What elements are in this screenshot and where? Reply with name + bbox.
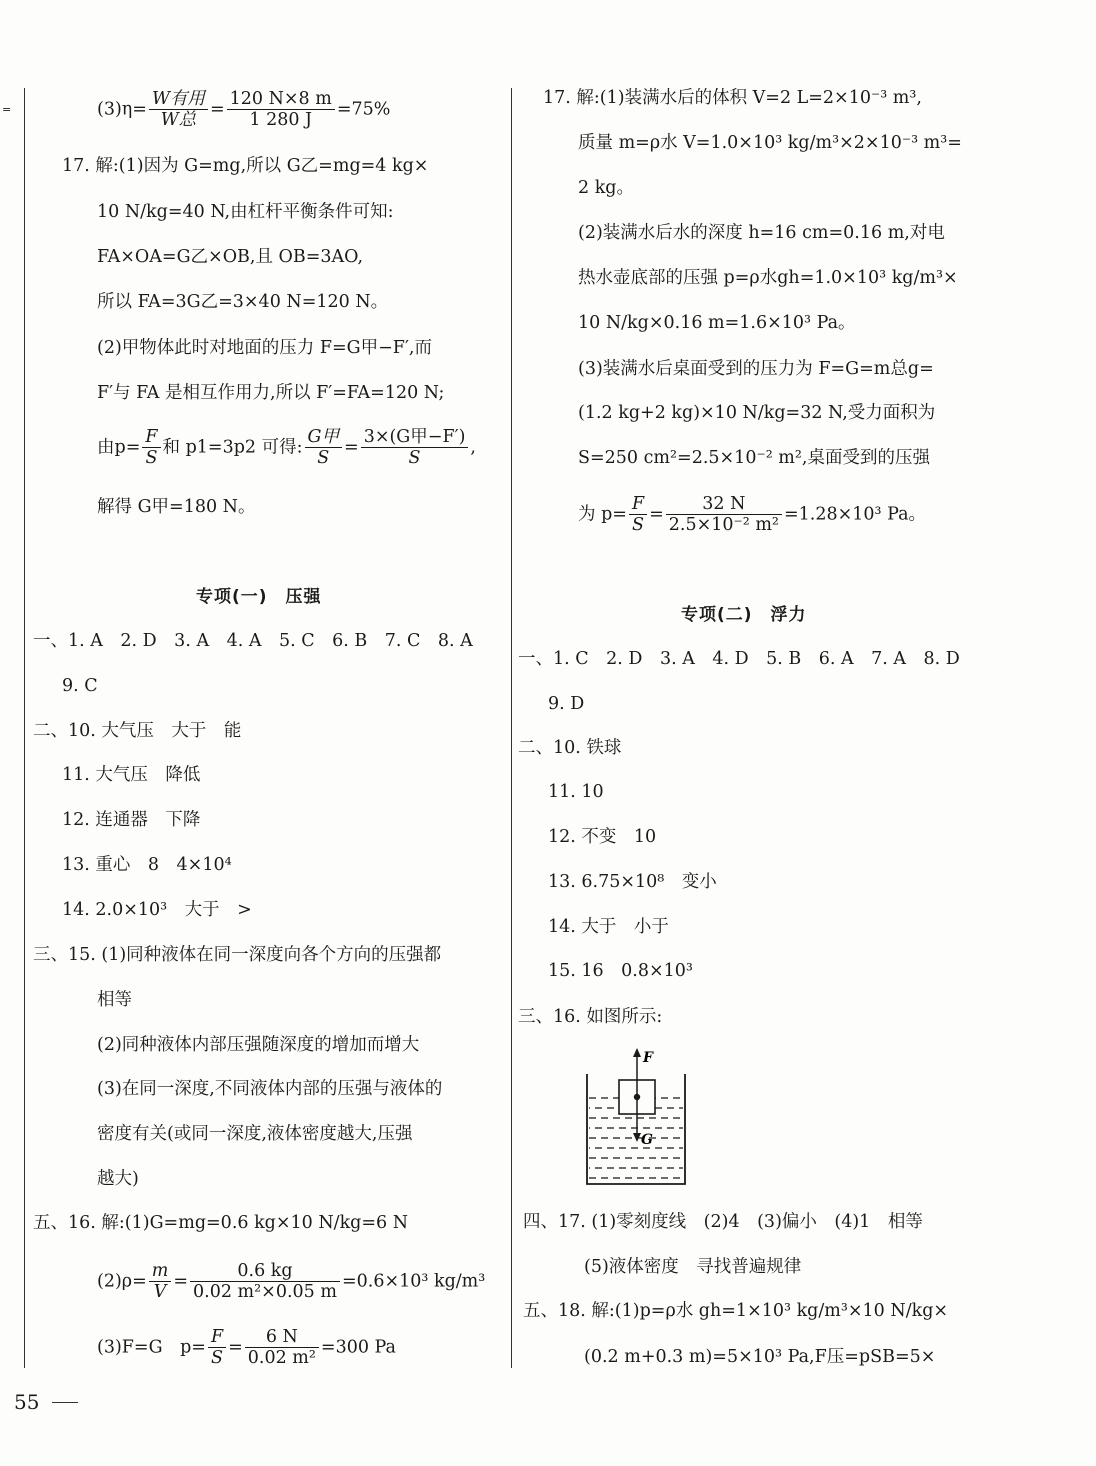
section-heading-pressure: 专项(一) 压强 xyxy=(196,587,322,607)
page-number: 55 xyxy=(14,1390,40,1414)
kettle-answer-line8: (1.2 kg+2 kg)×10 N/kg=32 N,受力面积为 xyxy=(578,403,936,423)
answer-17-line5: (2)甲物体此时对地面的压力 F=G甲−F′,而 xyxy=(97,338,432,358)
drawing-answer-16: 三、16. 如图所示: xyxy=(518,1007,663,1027)
answer-17-line2: 10 N/kg=40 N,由杠杆平衡条件可知: xyxy=(97,202,394,222)
force-label-g: G xyxy=(641,1132,653,1148)
pressure-ratio-formula: 由p= $\frac{F}{S}$ 和 p1=3p2 可得: $\frac{\text{G甲}}{S}$ = $\frac{\text{3×(G甲−F′)}}{S}$ , xyxy=(97,427,476,469)
kettle-answer-line7: (3)装满水后桌面受到的压力为 F=G=m总g= xyxy=(578,359,934,379)
kettle-answer-line9: S=250 cm²=2.5×10⁻² m²,桌面受到的压强 xyxy=(578,448,930,468)
fill-answer-15-b: 15. 16 0.8×10³ xyxy=(548,961,693,981)
fill-answer-12-b: 12. 不变 10 xyxy=(548,827,657,847)
pressure-formula: (3)F=G p= $\frac{F}{S}$ = $\frac{6 N}{\text{0.02 m²}}$ =300 Pa xyxy=(97,1327,396,1369)
fill-answer-12: 12. 连通器 下降 xyxy=(62,810,201,830)
kettle-answer-line3: 2 kg。 xyxy=(578,178,635,198)
fill-answer-13: 13. 重心 8 4×10⁴ xyxy=(62,855,232,875)
fill-answer-13-b: 13. 6.75×10⁸ 变小 xyxy=(548,872,717,892)
answer-17-line4: 所以 FA=3G乙=3×40 N=120 N。 xyxy=(97,292,389,312)
choice-answers-row2-b: 9. D xyxy=(548,694,585,714)
answer-17-line1: 17. 解:(1)因为 G=mg,所以 G乙=mg=4 kg× xyxy=(62,156,429,176)
calc-answer-18-line1: 五、18. 解:(1)p=ρ水 gh=1×10³ kg/m³×10 N/kg× xyxy=(523,1301,949,1321)
answer-17-line6: F′与 FA 是相互作用力,所以 F′=FA=120 N; xyxy=(97,383,445,403)
kettle-answer-line2: 质量 m=ρ水 V=1.0×10³ kg/m³×2×10⁻³ m³= xyxy=(578,133,962,153)
center-column-rule xyxy=(511,88,512,1368)
kettle-answer-line5: 热水壶底部的压强 p=ρ水gh=1.0×10³ kg/m³× xyxy=(578,268,958,288)
eff-formula: (3)η= $\frac{\text{W有用}}{\text{W总}}$ = $\frac{120 N\times 8 m}{1 280 J}$ =75% xyxy=(97,89,391,131)
section-heading-buoyancy: 专项(二) 浮力 xyxy=(681,605,807,625)
buoyant-arrowhead xyxy=(633,1048,641,1057)
experiment-answer-15-line1: 三、15. (1)同种液体在同一深度向各个方向的压强都 xyxy=(33,945,442,965)
fill-answer-11-b: 11. 10 xyxy=(548,782,604,802)
center-of-mass-dot xyxy=(634,1094,640,1100)
answer-17-line3: FA×OA=G乙×OB,且 OB=3AO, xyxy=(97,247,364,267)
kettle-answer-line6: 10 N/kg×0.16 m=1.6×10³ Pa。 xyxy=(578,313,856,333)
force-label-f: F xyxy=(643,1050,653,1066)
kettle-answer-line1: 17. 解:(1)装满水后的体积 V=2 L=2×10⁻³ m³, xyxy=(543,88,922,108)
experiment-answer-15-line3: (2)同种液体内部压强随深度的增加而增大 xyxy=(97,1035,420,1055)
experiment-answer-15-line4: (3)在同一深度,不同液体内部的压强与液体的 xyxy=(97,1079,443,1099)
fill-answer-11: 11. 大气压 降低 xyxy=(62,765,201,785)
kettle-answer-line4: (2)装满水后水的深度 h=16 cm=0.16 m,对电 xyxy=(578,223,945,243)
fill-answer-14-b: 14. 大于 小于 xyxy=(548,917,669,937)
buoyancy-force-diagram xyxy=(583,1046,693,1190)
density-formula: (2)ρ= $\frac{m}{V}$ = $\frac{0.6 kg}{\text{0.02 m²×0.05 m}}$ =0.6×10³ kg/m³ xyxy=(97,1261,486,1303)
fill-answer-10: 二、10. 大气压 大于 能 xyxy=(33,721,242,741)
experiment-answer-15-line5: 密度有关(或同一深度,液体密度越大,压强 xyxy=(97,1124,413,1144)
choice-answers-row2: 9. C xyxy=(62,676,98,696)
experiment-answer-17-line2: (5)液体密度 寻找普遍规律 xyxy=(584,1257,802,1277)
calc-answer-18-line2: (0.2 m+0.3 m)=5×10³ Pa,F压=pSB=5× xyxy=(584,1347,936,1367)
experiment-answer-17-line1: 四、17. (1)零刻度线 (2)4 (3)偏小 (4)1 相等 xyxy=(523,1212,923,1232)
table-pressure-formula: 为 p= $\frac{F}{S}$ = $\frac{32 N}{\text{2.5×10⁻² m²}}$ =1.28×10³ Pa。 xyxy=(578,494,927,536)
margin-mark: = xyxy=(2,103,12,116)
experiment-answer-15-line6: 越大) xyxy=(97,1169,139,1189)
left-column-rule xyxy=(24,88,25,1368)
calc-answer-16-line1: 五、16. 解:(1)G=mg=0.6 kg×10 N/kg=6 N xyxy=(33,1213,409,1233)
page-number-dash xyxy=(52,1402,78,1403)
fill-answer-10-b: 二、10. 铁球 xyxy=(518,738,622,758)
experiment-answer-15-line2: 相等 xyxy=(97,990,132,1010)
choice-answers-row1-b: 一、1. C 2. D 3. A 4. D 5. B 6. A 7. A 8. D xyxy=(518,649,960,669)
fill-answer-14: 14. 2.0×10³ 大于 > xyxy=(62,900,252,920)
choice-answers-row1: 一、1. A 2. D 3. A 4. A 5. C 6. B 7. C 8. A xyxy=(33,631,473,651)
answer-17-result: 解得 G甲=180 N。 xyxy=(97,497,256,517)
